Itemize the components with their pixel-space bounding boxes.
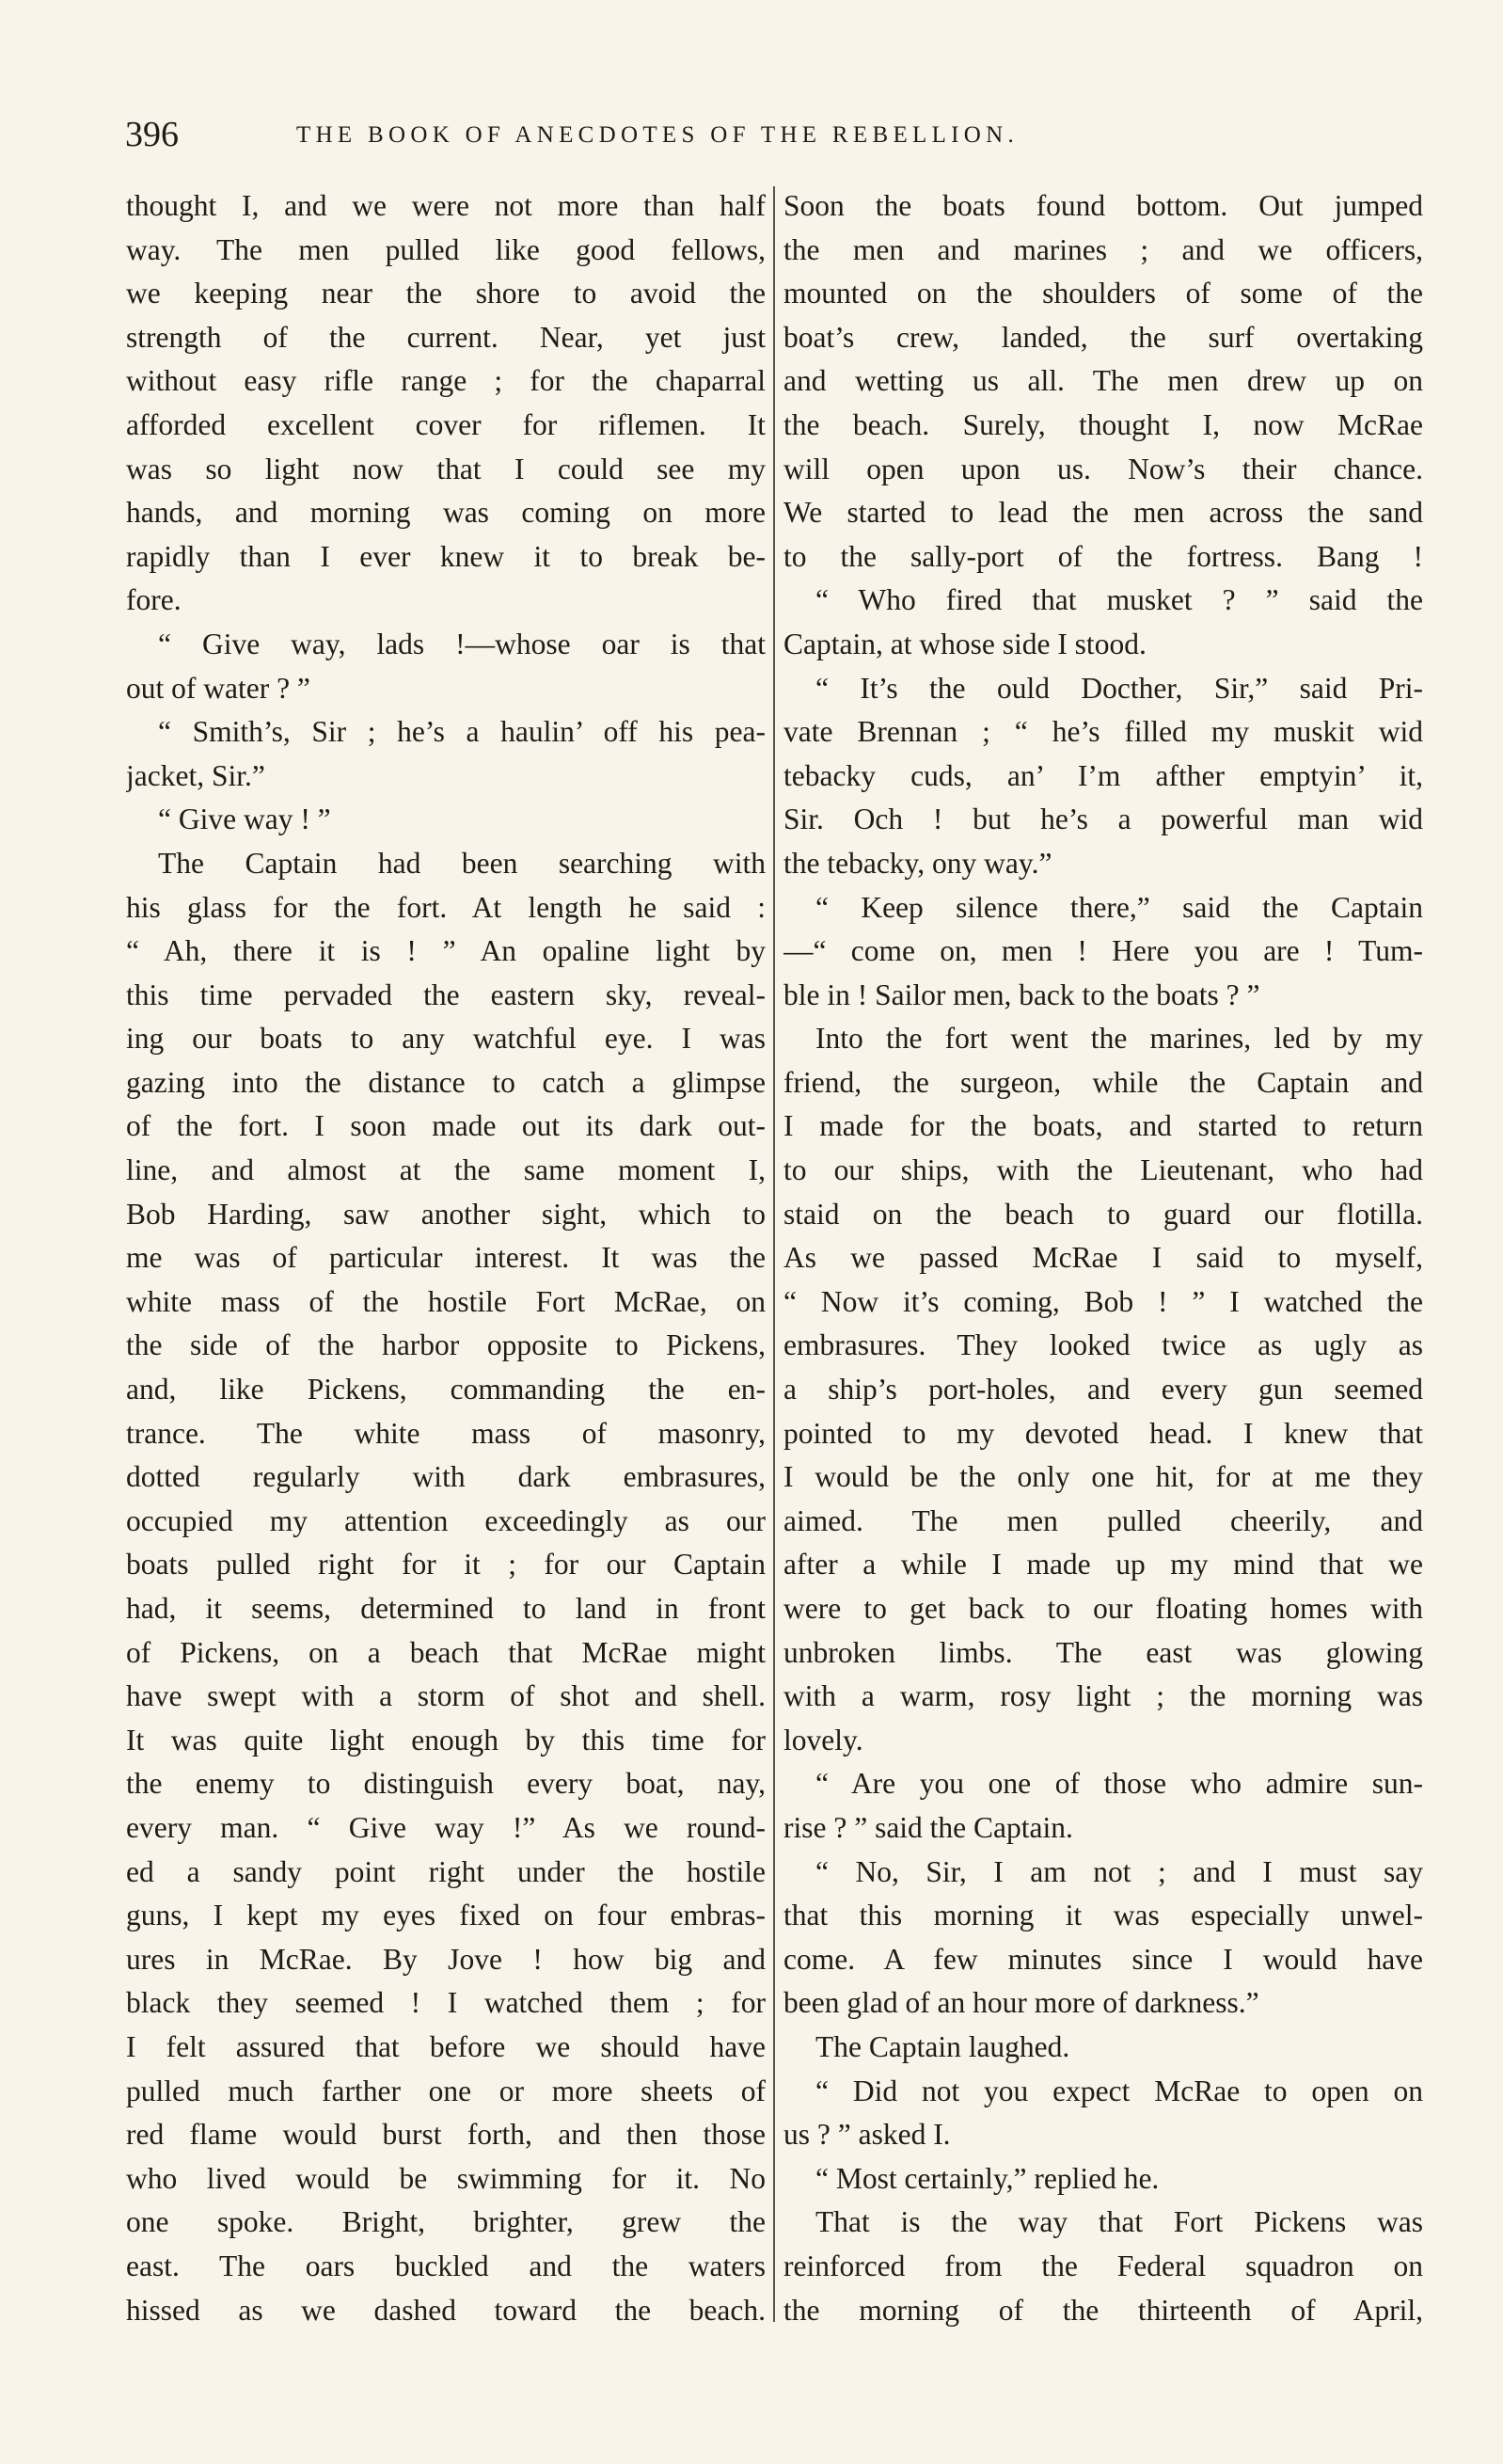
- text-line: line, and almost at the same moment I,: [126, 1153, 766, 1187]
- text-line: the side of the harbor opposite to Pickens,: [126, 1328, 766, 1362]
- text-line: this time pervaded the eastern sky, reveal-: [126, 978, 766, 1011]
- text-line: —“ come on, men ! Here you are ! Tum-: [783, 934, 1423, 968]
- text-line: lovely.: [783, 1723, 863, 1757]
- text-line: aimed. The men pulled cheerily, and: [783, 1503, 1423, 1537]
- text-line: “ Keep silence there,” said the Captain: [815, 890, 1423, 924]
- text-line: ble in ! Sailor men, back to the boats ? ”: [783, 978, 1260, 1011]
- text-line: to the sally-port of the fortress. Bang !: [783, 539, 1423, 573]
- text-line: “ Now it’s coming, Bob ! ” I watched the: [783, 1284, 1423, 1318]
- text-line: gazing into the distance to catch a glimpse: [126, 1065, 766, 1099]
- text-line: that this morning it was especially unwel-: [783, 1899, 1423, 1932]
- text-line: Into the fort went the marines, led by my: [815, 1022, 1423, 1056]
- text-line: red flame would burst forth, and then those: [126, 2118, 766, 2152]
- text-line: The Captain had been searching with: [158, 846, 766, 880]
- text-line: dotted regularly with dark embrasures,: [126, 1460, 766, 1494]
- text-line: after a while I made up my mind that we: [783, 1548, 1423, 1582]
- text-line: and, like Pickens, commanding the en-: [126, 1373, 766, 1407]
- text-line: have swept with a storm of shot and shell.: [126, 1679, 766, 1713]
- text-line: with a warm, rosy light ; the morning was: [783, 1679, 1423, 1713]
- text-line: boat’s crew, landed, the surf overtaking: [783, 320, 1423, 354]
- text-line: That is the way that Fort Pickens was: [815, 2205, 1423, 2239]
- text-line: of the fort. I soon made out its dark out-: [126, 1109, 766, 1143]
- text-line: mounted on the shoulders of some of the: [783, 277, 1423, 310]
- text-line: a ship’s port-holes, and every gun seemed: [783, 1373, 1423, 1407]
- text-line: to our ships, with the Lieutenant, who had: [783, 1153, 1423, 1187]
- text-line: boats pulled right for it ; for our Captain: [126, 1548, 766, 1582]
- text-line: Captain, at whose side I stood.: [783, 627, 1147, 660]
- text-line: friend, the surgeon, while the Captain and: [783, 1065, 1423, 1099]
- text-line: and wetting us all. The men drew up on: [783, 364, 1423, 398]
- text-line: reinforced from the Federal squadron on: [783, 2249, 1423, 2282]
- text-line: every man. “ Give way !” As we round-: [126, 1810, 766, 1844]
- left-column: [126, 184, 766, 2332]
- text-line: were to get back to our floating homes with: [783, 1592, 1423, 1625]
- text-line: trance. The white mass of masonry,: [126, 1416, 766, 1450]
- text-line: white mass of the hostile Fort McRae, on: [126, 1284, 766, 1318]
- text-line: ures in McRae. By Jove ! how big and: [126, 1942, 766, 1976]
- text-line: will open upon us. Now’s their chance.: [783, 452, 1423, 485]
- text-line: It was quite light enough by this time for: [126, 1723, 766, 1757]
- right-column: [783, 184, 1423, 2332]
- text-line: the morning of the thirteenth of April,: [783, 2293, 1423, 2327]
- running-head: THE BOOK OF ANECDOTES OF THE REBELLION.: [296, 122, 1020, 148]
- text-line: one spoke. Bright, brighter, grew the: [126, 2205, 766, 2239]
- text-line: staid on the beach to guard our flotilla.: [783, 1197, 1423, 1231]
- text-line: pointed to my devoted head. I knew that: [783, 1416, 1423, 1450]
- text-line: of Pickens, on a beach that McRae might: [126, 1635, 766, 1669]
- text-line: occupied my attention exceedingly as our: [126, 1503, 766, 1537]
- text-line: us ? ” asked I.: [783, 2118, 951, 2152]
- text-line: Soon the boats found bottom. Out jumped: [783, 189, 1423, 222]
- text-line: the beach. Surely, thought I, now McRae: [783, 407, 1423, 441]
- text-line: was so light now that I could see my: [126, 452, 766, 485]
- text-line: Sir. Och ! but he’s a powerful man wid: [783, 803, 1423, 836]
- text-line: the enemy to distinguish every boat, nay,: [126, 1767, 766, 1801]
- text-line: who lived would be swimming for it. No: [126, 2161, 766, 2195]
- text-line: “ No, Sir, I am not ; and I must say: [815, 1854, 1423, 1888]
- text-line: Bob Harding, saw another sight, which to: [126, 1197, 766, 1231]
- text-line: thought I, and we were not more than half: [126, 189, 766, 222]
- text-line: “ Give way, lads !—whose oar is that: [158, 627, 766, 660]
- text-line: embrasures. They looked twice as ugly as: [783, 1328, 1423, 1362]
- text-line: come. A few minutes since I would have: [783, 1942, 1423, 1976]
- text-line: “ Smith’s, Sir ; he’s a haulin’ off his pea-: [158, 715, 766, 749]
- text-line: black they seemed ! I watched them ; for: [126, 1986, 766, 2020]
- text-line: I made for the boats, and started to return: [783, 1109, 1423, 1143]
- text-line: We started to lead the men across the sand: [783, 496, 1423, 530]
- text-line: the tebacky, ony way.”: [783, 846, 1052, 880]
- text-line: pulled much farther one or more sheets of: [126, 2074, 766, 2107]
- text-line: ing our boats to any watchful eye. I was: [126, 1022, 766, 1056]
- text-line: hands, and morning was coming on more: [126, 496, 766, 530]
- text-line: “ Ah, there it is ! ” An opaline light by: [126, 934, 766, 968]
- text-line: strength of the current. Near, yet just: [126, 320, 766, 354]
- text-line: we keeping near the shore to avoid the: [126, 277, 766, 310]
- text-line: “ Give way ! ”: [158, 803, 331, 836]
- text-line: “ Who fired that musket ? ” said the: [815, 583, 1423, 617]
- text-line: his glass for the fort. At length he said :: [126, 890, 766, 924]
- text-line: “ It’s the ould Docther, Sir,” said Pri-: [815, 671, 1423, 705]
- text-line: without easy rifle range ; for the chaparral: [126, 364, 766, 398]
- text-line: I would be the only one hit, for at me they: [783, 1460, 1423, 1494]
- text-line: unbroken limbs. The east was glowing: [783, 1635, 1423, 1669]
- text-line: tebacky cuds, an’ I’m afther emptyin’ it,: [783, 758, 1423, 792]
- text-line: “ Did not you expect McRae to open on: [815, 2074, 1423, 2107]
- text-line: “ Most certainly,” replied he.: [815, 2161, 1160, 2195]
- text-line: jacket, Sir.”: [126, 758, 265, 792]
- text-line: had, it seems, determined to land in front: [126, 1592, 766, 1625]
- text-line: fore.: [126, 583, 182, 617]
- text-line: The Captain laughed.: [815, 2029, 1070, 2063]
- text-line: out of water ? ”: [126, 671, 310, 705]
- text-line: hissed as we dashed toward the beach.: [126, 2293, 766, 2327]
- page-number: 396: [125, 115, 179, 154]
- text-line: I felt assured that before we should have: [126, 2029, 766, 2063]
- text-line: “ Are you one of those who admire sun-: [815, 1767, 1423, 1801]
- text-line: me was of particular interest. It was the: [126, 1241, 766, 1275]
- text-line: ed a sandy point right under the hostile: [126, 1854, 766, 1888]
- column-divider: [773, 186, 775, 2322]
- text-line: As we passed McRae I said to myself,: [783, 1241, 1423, 1275]
- text-line: the men and marines ; and we officers,: [783, 232, 1423, 266]
- text-line: east. The oars buckled and the waters: [126, 2249, 766, 2282]
- text-line: guns, I kept my eyes fixed on four embras-: [126, 1899, 766, 1932]
- text-line: rise ? ” said the Captain.: [783, 1810, 1073, 1844]
- text-line: rapidly than I ever knew it to break be-: [126, 539, 766, 573]
- text-line: way. The men pulled like good fellows,: [126, 232, 766, 266]
- text-line: vate Brennan ; “ he’s filled my muskit wid: [783, 715, 1423, 749]
- page-header: [125, 111, 1423, 158]
- text-line: afforded excellent cover for riflemen. It: [126, 407, 766, 441]
- text-line: been glad of an hour more of darkness.”: [783, 1986, 1259, 2020]
